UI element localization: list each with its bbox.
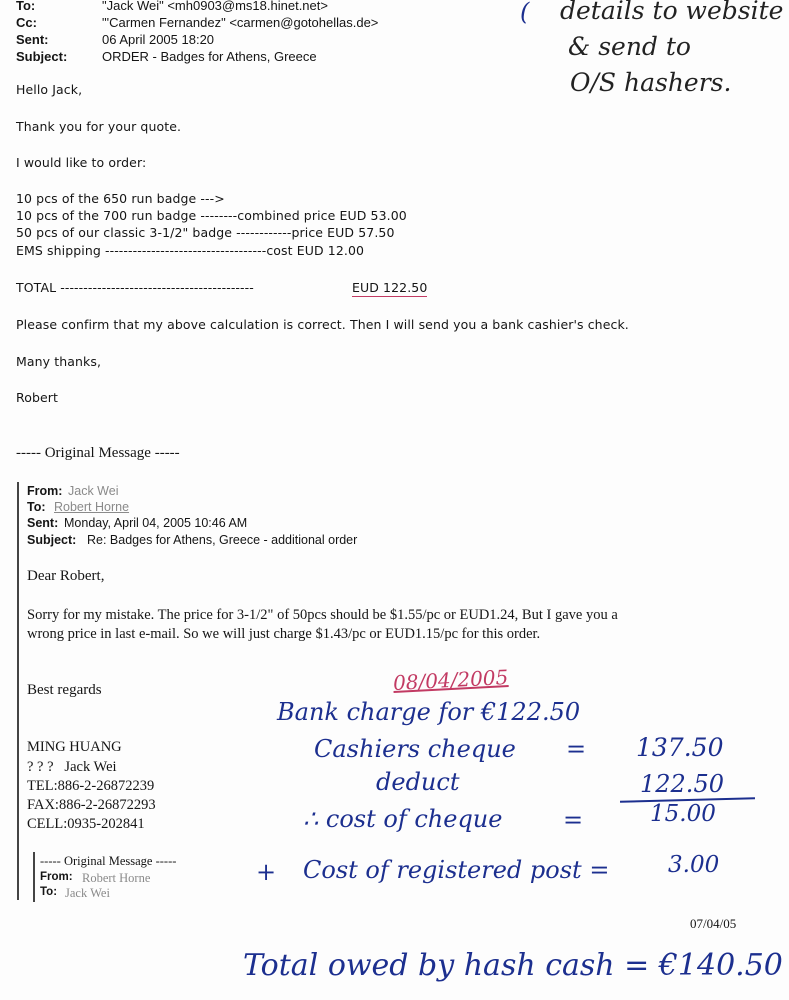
handwritten-mark: ( <box>520 0 530 26</box>
nested-quote-bar <box>33 852 35 902</box>
order-intro: I would like to order: <box>16 155 147 170</box>
cc-label: Cc: <box>16 15 37 30</box>
original-message-divider: ----- Original Message ----- <box>16 445 180 461</box>
sent-label: Sent: <box>16 32 49 47</box>
orig-sent-value: Monday, April 04, 2005 10:46 AM <box>64 516 248 530</box>
thanks-line: Thank you for your quote. <box>16 119 182 134</box>
order-line: EMS shipping -----------------------------------cost EUD 12.00 <box>16 243 365 258</box>
order-line: 10 pcs of the 650 run badge ---> <box>16 191 225 206</box>
orig-sent-label: Sent: <box>27 516 59 530</box>
sig-line: FAX:886-2-26872293 <box>27 797 156 813</box>
handwritten-date-red: 08/04/2005 <box>392 664 509 696</box>
orig-subject-value: Re: Badges for Athens, Greece - additional order <box>87 533 358 547</box>
total-owed-note: Total owed by hash cash = €140.50 <box>243 948 783 983</box>
cost-cheque-value: 15.00 <box>650 801 716 827</box>
sig-line: MING HUANG <box>27 739 122 755</box>
to-label: To: <box>16 0 36 13</box>
orig-text-line-2: wrong price in last e-mail. So we will just charge $1.43/pc or EUD1.15/pc for this order. <box>27 626 541 642</box>
nested-to-value[interactable]: Jack Wei <box>65 886 110 900</box>
top-note-line-1: details to website <box>560 0 784 25</box>
sig-line: CELL:0935-202841 <box>27 816 145 832</box>
nested-divider: ----- Original Message ----- <box>40 854 177 868</box>
greeting: Hello Jack, <box>16 82 83 97</box>
orig-salutation: Dear Robert, <box>27 568 105 584</box>
bank-charge-note: Bank charge for €122.50 <box>277 698 581 726</box>
cost-cheque-eq: = <box>563 806 584 834</box>
post-label: Cost of registered post = <box>303 856 610 884</box>
sig-line: TEL:886-2-26872239 <box>27 778 155 794</box>
signature: Robert <box>16 390 59 405</box>
cost-cheque-label: ∴ cost of cheque <box>303 805 503 833</box>
order-line: 10 pcs of the 700 run badge --------combined price EUD 53.00 <box>16 208 407 223</box>
closing-line: Many thanks, <box>16 354 102 369</box>
order-line: 50 pcs of our classic 3-1/2" badge ------------price EUD 57.50 <box>16 225 395 240</box>
nested-to-label: To: <box>40 886 58 898</box>
orig-to-label: To: <box>27 500 46 514</box>
corner-date: 07/04/05 <box>690 916 737 931</box>
cashiers-label: Cashiers cheque <box>314 735 516 763</box>
top-note-line-2: & send to <box>568 32 691 61</box>
nested-from-value[interactable]: Robert Horne <box>82 871 151 885</box>
orig-subject-label: Subject: <box>27 533 77 547</box>
subject-label: Subject: <box>16 49 68 64</box>
quote-bar <box>17 482 19 900</box>
sent-value: 06 April 2005 18:20 <box>102 32 215 47</box>
top-note-line-3: O/S hashers. <box>570 68 732 97</box>
total-value: EUD 122.50 <box>352 280 428 295</box>
total-label: TOTAL ------------------------------------------ <box>16 280 254 295</box>
sig-line: ? ? ? Jack Wei <box>27 759 117 775</box>
to-value: "Jack Wei" <mh0903@ms18.hinet.net> <box>102 0 328 13</box>
deduct-label: deduct <box>376 768 460 796</box>
confirm-line: Please confirm that my above calculation is correct. Then I will send you a bank cashier's check. <box>16 317 629 332</box>
cashiers-eq: = <box>566 735 587 763</box>
orig-from-value[interactable]: Jack Wei <box>68 484 119 498</box>
nested-from-label: From: <box>40 871 73 883</box>
deduct-value: 122.50 <box>640 770 724 798</box>
subject-value: ORDER - Badges for Athens, Greece <box>102 49 317 64</box>
cc-value: "'Carmen Fernandez" <carmen@gotohellas.de> <box>102 15 379 30</box>
cashiers-value: 137.50 <box>636 733 724 762</box>
orig-text-line-1: Sorry for my mistake. The price for 3-1/2" of 50pcs should be $1.55/pc or EUD1.24, But I gave you a <box>27 607 618 623</box>
orig-from-label: From: <box>27 484 63 498</box>
orig-regards: Best regards <box>27 682 102 698</box>
post-plus: + <box>256 858 277 886</box>
orig-to-value[interactable]: Robert Horne <box>54 500 130 514</box>
post-value: 3.00 <box>668 852 720 878</box>
